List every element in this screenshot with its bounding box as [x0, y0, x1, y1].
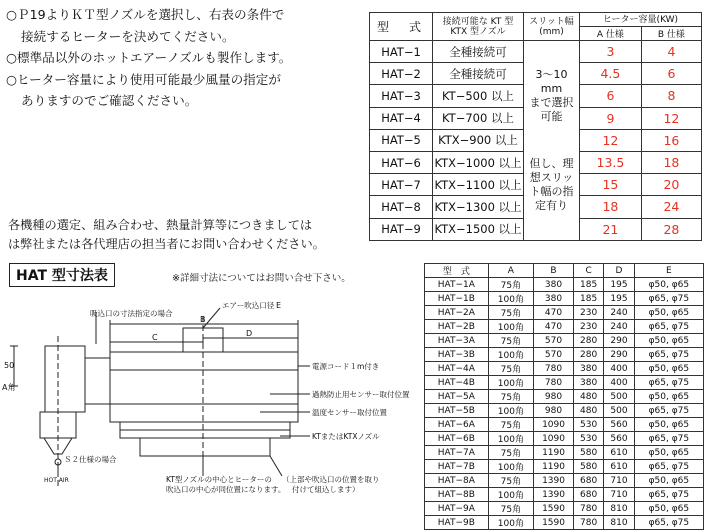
paragraph-line: は弊社または各代理店の担当者にお問い合わせください。	[8, 237, 325, 251]
dimension-cell: 195	[604, 292, 634, 306]
dimension-cell: 380	[573, 362, 603, 376]
label-overheat-sensor: 過熱防止用センサー取付位置	[312, 390, 410, 399]
dimension-cell: 100角	[488, 404, 533, 418]
label-a-square: A角	[2, 383, 16, 392]
slit-note-1	[524, 63, 580, 130]
table-row	[370, 41, 702, 63]
dimension-cell: 530	[573, 432, 603, 446]
dimension-cell: 470	[534, 320, 574, 334]
cell-a: 18	[580, 196, 642, 218]
dimension-cell: HAT−1B	[425, 292, 489, 306]
label-d: D	[246, 329, 253, 338]
dimension-cell: φ50, φ65	[634, 390, 703, 404]
label-temp-sensor: 温度センサー取付位置	[312, 408, 387, 417]
notes-list	[6, 4, 291, 112]
header-heater: ヒーター容量(KW)	[580, 13, 702, 27]
dimension-cell: 680	[573, 488, 603, 502]
cell-b: 6	[641, 63, 701, 85]
slit-line: 可能	[540, 109, 563, 123]
dimension-cell: 75角	[488, 278, 533, 292]
cell-model: HAT−3	[370, 85, 433, 107]
slit-note-2	[524, 151, 580, 218]
label-50: 50	[4, 361, 15, 370]
dimension-cell: 240	[604, 320, 634, 334]
table-row	[425, 516, 704, 530]
cell-a: 6	[580, 85, 642, 107]
cell-nozzle: KTX−1500 以上	[433, 218, 524, 240]
table-row	[425, 306, 704, 320]
header-a-spec: A 仕様	[580, 27, 642, 41]
dimension-cell: 710	[604, 488, 634, 502]
label-hot-air: HOT AIR	[44, 477, 69, 484]
dimension-cell: 1190	[534, 446, 574, 460]
cell-model: HAT−6	[370, 151, 433, 173]
label-b: B	[200, 315, 206, 324]
label-inlet-note: 吸込口の寸法指定の場合	[90, 309, 173, 318]
header-slit	[524, 13, 580, 41]
dimension-table-heading: HAT 型寸法表	[9, 263, 115, 287]
cell-a: 21	[580, 218, 642, 240]
dimension-cell: φ50, φ65	[634, 418, 703, 432]
dimension-cell: 100角	[488, 516, 533, 530]
dimension-cell: 780	[573, 516, 603, 530]
dimension-cell: 1090	[534, 418, 574, 432]
cell-nozzle: KT−500 以上	[433, 85, 524, 107]
header-model: 型 式	[370, 13, 433, 41]
dimension-cell: 380	[534, 278, 574, 292]
table-row	[425, 404, 704, 418]
dimension-cell: 1590	[534, 516, 574, 530]
dimension-cell: 185	[573, 292, 603, 306]
dimension-cell: 75角	[488, 390, 533, 404]
cell-a: 12	[580, 129, 642, 151]
dimension-cell: φ65, φ75	[634, 460, 703, 474]
dimension-cell: 280	[573, 334, 603, 348]
label-e: E	[276, 301, 282, 310]
cell-a: 13.5	[580, 151, 642, 173]
dimension-cell: 100角	[488, 488, 533, 502]
dimension-cell: 75角	[488, 362, 533, 376]
table-row	[370, 63, 702, 85]
header-slit-line: スリット幅	[529, 16, 574, 27]
cell-b: 16	[641, 129, 701, 151]
dimension-cell: HAT−4A	[425, 362, 489, 376]
note-line: ○ヒーター容量により使用可能最少風量の指定が	[6, 71, 281, 87]
slit-line: まで選択	[529, 95, 574, 109]
label-kt-nozzle: KTまたはKTXノズル	[312, 432, 380, 441]
dimension-cell: 680	[573, 474, 603, 488]
dimension-header-cell: E	[634, 264, 703, 278]
header-nozzle-line: 接続可能な KT 型	[442, 16, 514, 27]
dimension-cell: HAT−5B	[425, 404, 489, 418]
dimension-cell: HAT−6A	[425, 418, 489, 432]
header-b-spec: B 仕様	[641, 27, 701, 41]
dimension-cell: 100角	[488, 460, 533, 474]
dimension-cell: 1190	[534, 460, 574, 474]
dimension-cell: 480	[573, 390, 603, 404]
table-row	[425, 362, 704, 376]
dimension-cell: 230	[573, 320, 603, 334]
cell-nozzle: KT−700 以上	[433, 107, 524, 129]
dimension-body	[425, 278, 704, 530]
dimension-cell: 530	[573, 418, 603, 432]
dimension-cell: φ50, φ65	[634, 474, 703, 488]
note-line: ○Ｐ19よりＫＴ型ノズルを選択し、右表の条件で	[6, 7, 285, 22]
dimension-cell: 980	[534, 404, 574, 418]
slit-line: 想スリッ	[529, 170, 574, 184]
dimension-cell: 100角	[488, 432, 533, 446]
dimension-cell: HAT−6B	[425, 432, 489, 446]
heading-note: ※詳細寸法についてはお問い合せ下さい。	[172, 273, 351, 284]
table-row	[370, 129, 702, 151]
dimension-cell: φ65, φ75	[634, 432, 703, 446]
cell-nozzle: KTX−1000 以上	[433, 151, 524, 173]
cell-b: 18	[641, 151, 701, 173]
cell-a: 15	[580, 174, 642, 196]
dimension-cell: 400	[604, 376, 634, 390]
dimension-cell: 480	[573, 404, 603, 418]
table-row	[425, 474, 704, 488]
dimension-cell: φ50, φ65	[634, 334, 703, 348]
dimension-cell: 100角	[488, 348, 533, 362]
dimension-header-cell: 型 式	[425, 264, 489, 278]
dimension-cell: 290	[604, 348, 634, 362]
side-box	[45, 346, 85, 412]
dimension-header-cell: A	[488, 264, 533, 278]
cell-b: 24	[641, 196, 701, 218]
dimension-cell: φ65, φ75	[634, 404, 703, 418]
table-row	[370, 151, 702, 173]
paragraph-line: 各機種の選定、組み合わせ、熱量計算等につきましては	[8, 218, 313, 232]
cell-model: HAT−2	[370, 63, 433, 85]
cell-b: 28	[641, 218, 701, 240]
dimension-cell: 610	[604, 460, 634, 474]
dimension-cell: 1390	[534, 474, 574, 488]
dimension-cell: 290	[604, 334, 634, 348]
dimension-cell: HAT−7B	[425, 460, 489, 474]
cell-model: HAT−9	[370, 218, 433, 240]
label-air-outlet: エアー吹込口径	[222, 301, 275, 310]
cell-nozzle: KTX−1100 以上	[433, 174, 524, 196]
label-s2: Ｓ２仕様の場合	[64, 455, 117, 464]
dimension-cell: φ50, φ65	[634, 306, 703, 320]
dimension-cell: φ65, φ75	[634, 292, 703, 306]
dimension-cell: 580	[573, 446, 603, 460]
cell-model: HAT−4	[370, 107, 433, 129]
dimension-cell: 100角	[488, 320, 533, 334]
contact-paragraph	[8, 216, 325, 254]
cell-a: 3	[580, 41, 642, 63]
dimension-cell: φ65, φ75	[634, 376, 703, 390]
slit-line: 定有り	[535, 198, 568, 212]
dimension-header-cell: C	[573, 264, 603, 278]
dimension-header-cell: B	[534, 264, 574, 278]
dimension-cell: 570	[534, 348, 574, 362]
dimension-cell: 500	[604, 404, 634, 418]
dimension-cell: 560	[604, 432, 634, 446]
cell-b: 8	[641, 85, 701, 107]
dimension-cell: 100角	[488, 376, 533, 390]
dimension-cell: 1390	[534, 488, 574, 502]
dimension-cell: 75角	[488, 474, 533, 488]
hot-air-nozzle	[40, 412, 76, 438]
table-row	[425, 376, 704, 390]
dimension-cell: HAT−2A	[425, 306, 489, 320]
dimension-cell: HAT−3B	[425, 348, 489, 362]
dimension-cell: 75角	[488, 502, 533, 516]
table-row	[425, 348, 704, 362]
dimension-cell: 400	[604, 362, 634, 376]
table-row	[425, 292, 704, 306]
dimension-cell: φ50, φ65	[634, 278, 703, 292]
cell-b: 12	[641, 107, 701, 129]
table-row	[425, 460, 704, 474]
table-row	[425, 488, 704, 502]
dimension-cell: φ50, φ65	[634, 362, 703, 376]
label-center-1: KT型ノズルの中心とヒーターの	[166, 475, 272, 484]
cell-nozzle: KTX−900 以上	[433, 129, 524, 151]
label-upper-2: 付けて組込します）	[292, 485, 360, 494]
dimension-header-row	[425, 264, 704, 278]
dimension-cell: 810	[604, 502, 634, 516]
cell-nozzle: KTX−1300 以上	[433, 196, 524, 218]
dimension-cell: 780	[534, 362, 574, 376]
label-power-cord: 電源コード１m付き	[312, 362, 380, 371]
slit-line: 3〜10 mm	[535, 67, 568, 95]
dimension-cell: HAT−8B	[425, 488, 489, 502]
table-row	[425, 390, 704, 404]
note-line: 接続するヒーターを決めてください。	[21, 28, 235, 44]
dimension-cell: 1090	[534, 432, 574, 446]
dimension-cell: φ50, φ65	[634, 502, 703, 516]
table-row	[425, 278, 704, 292]
cell-model: HAT−7	[370, 174, 433, 196]
label-c: C	[152, 333, 158, 342]
cell-nozzle: 全種接続可	[433, 63, 524, 85]
dimension-cell: φ50, φ65	[634, 446, 703, 460]
dimension-cell: 470	[534, 306, 574, 320]
dimension-cell: 240	[604, 306, 634, 320]
dimension-cell: φ65, φ75	[634, 488, 703, 502]
cell-b: 4	[641, 41, 701, 63]
dimension-cell: 580	[573, 460, 603, 474]
note-line: ありますのでご確認ください。	[21, 93, 198, 108]
dimension-cell: HAT−5A	[425, 390, 489, 404]
dimension-cell: 75角	[488, 306, 533, 320]
dimension-table	[424, 263, 704, 530]
label-upper-1: （上部や吹込口の位置を取り	[282, 475, 380, 484]
heater-capacity-table	[369, 12, 702, 241]
cell-model: HAT−5	[370, 129, 433, 151]
dimension-cell: 610	[604, 446, 634, 460]
dimension-cell: 75角	[488, 446, 533, 460]
dimension-cell: 1590	[534, 502, 574, 516]
dimension-cell: 230	[573, 306, 603, 320]
dimension-cell: 280	[573, 348, 603, 362]
dimension-cell: 380	[534, 292, 574, 306]
cell-b: 20	[641, 174, 701, 196]
dimension-cell: HAT−8A	[425, 474, 489, 488]
hat-dimension-diagram	[0, 286, 420, 513]
table-row	[425, 432, 704, 446]
dimension-cell: HAT−3A	[425, 334, 489, 348]
cell-model: HAT−1	[370, 41, 433, 63]
dimension-cell: φ65, φ75	[634, 320, 703, 334]
cell-a: 4.5	[580, 63, 642, 85]
dimension-cell: 185	[573, 278, 603, 292]
dimension-cell: 380	[573, 376, 603, 390]
dimension-cell: HAT−9A	[425, 502, 489, 516]
dimension-cell: HAT−2B	[425, 320, 489, 334]
table-row	[425, 320, 704, 334]
cell-a: 9	[580, 107, 642, 129]
dimension-cell: 710	[604, 474, 634, 488]
dimension-cell: φ65, φ75	[634, 348, 703, 362]
header-nozzle	[433, 13, 524, 41]
note-line: ○標準品以外のホットエアーノズルも製作します。	[6, 50, 292, 65]
slit-line: 但し、理	[529, 156, 574, 170]
dimension-cell: 810	[604, 516, 634, 530]
header-slit-line: (mm)	[539, 26, 564, 37]
dimension-cell: HAT−7A	[425, 446, 489, 460]
dimension-header-cell: D	[604, 264, 634, 278]
dimension-cell: 195	[604, 278, 634, 292]
dimension-cell: 500	[604, 390, 634, 404]
dimension-cell: 780	[534, 376, 574, 390]
cell-nozzle: 全種接続可	[433, 41, 524, 63]
dimension-cell: 980	[534, 390, 574, 404]
dimension-cell: 75角	[488, 334, 533, 348]
dimension-cell: φ65, φ75	[634, 516, 703, 530]
label-center-2: 吹込口の中心が同位置になります。	[166, 485, 286, 494]
dimension-cell: 75角	[488, 418, 533, 432]
dimension-cell: 560	[604, 418, 634, 432]
dimension-cell: 100角	[488, 292, 533, 306]
dimension-cell: 570	[534, 334, 574, 348]
table-row	[425, 334, 704, 348]
dimension-cell: HAT−1A	[425, 278, 489, 292]
table-row	[425, 502, 704, 516]
dimension-cell: 780	[573, 502, 603, 516]
header-nozzle-line: KTX 型ノズル	[450, 26, 506, 37]
cell-model: HAT−8	[370, 196, 433, 218]
slit-line: ト幅の指	[529, 184, 574, 198]
table-row	[425, 446, 704, 460]
table-row	[370, 218, 702, 240]
dimension-cell: HAT−4B	[425, 376, 489, 390]
dimension-cell: HAT−9B	[425, 516, 489, 530]
table-row	[425, 418, 704, 432]
